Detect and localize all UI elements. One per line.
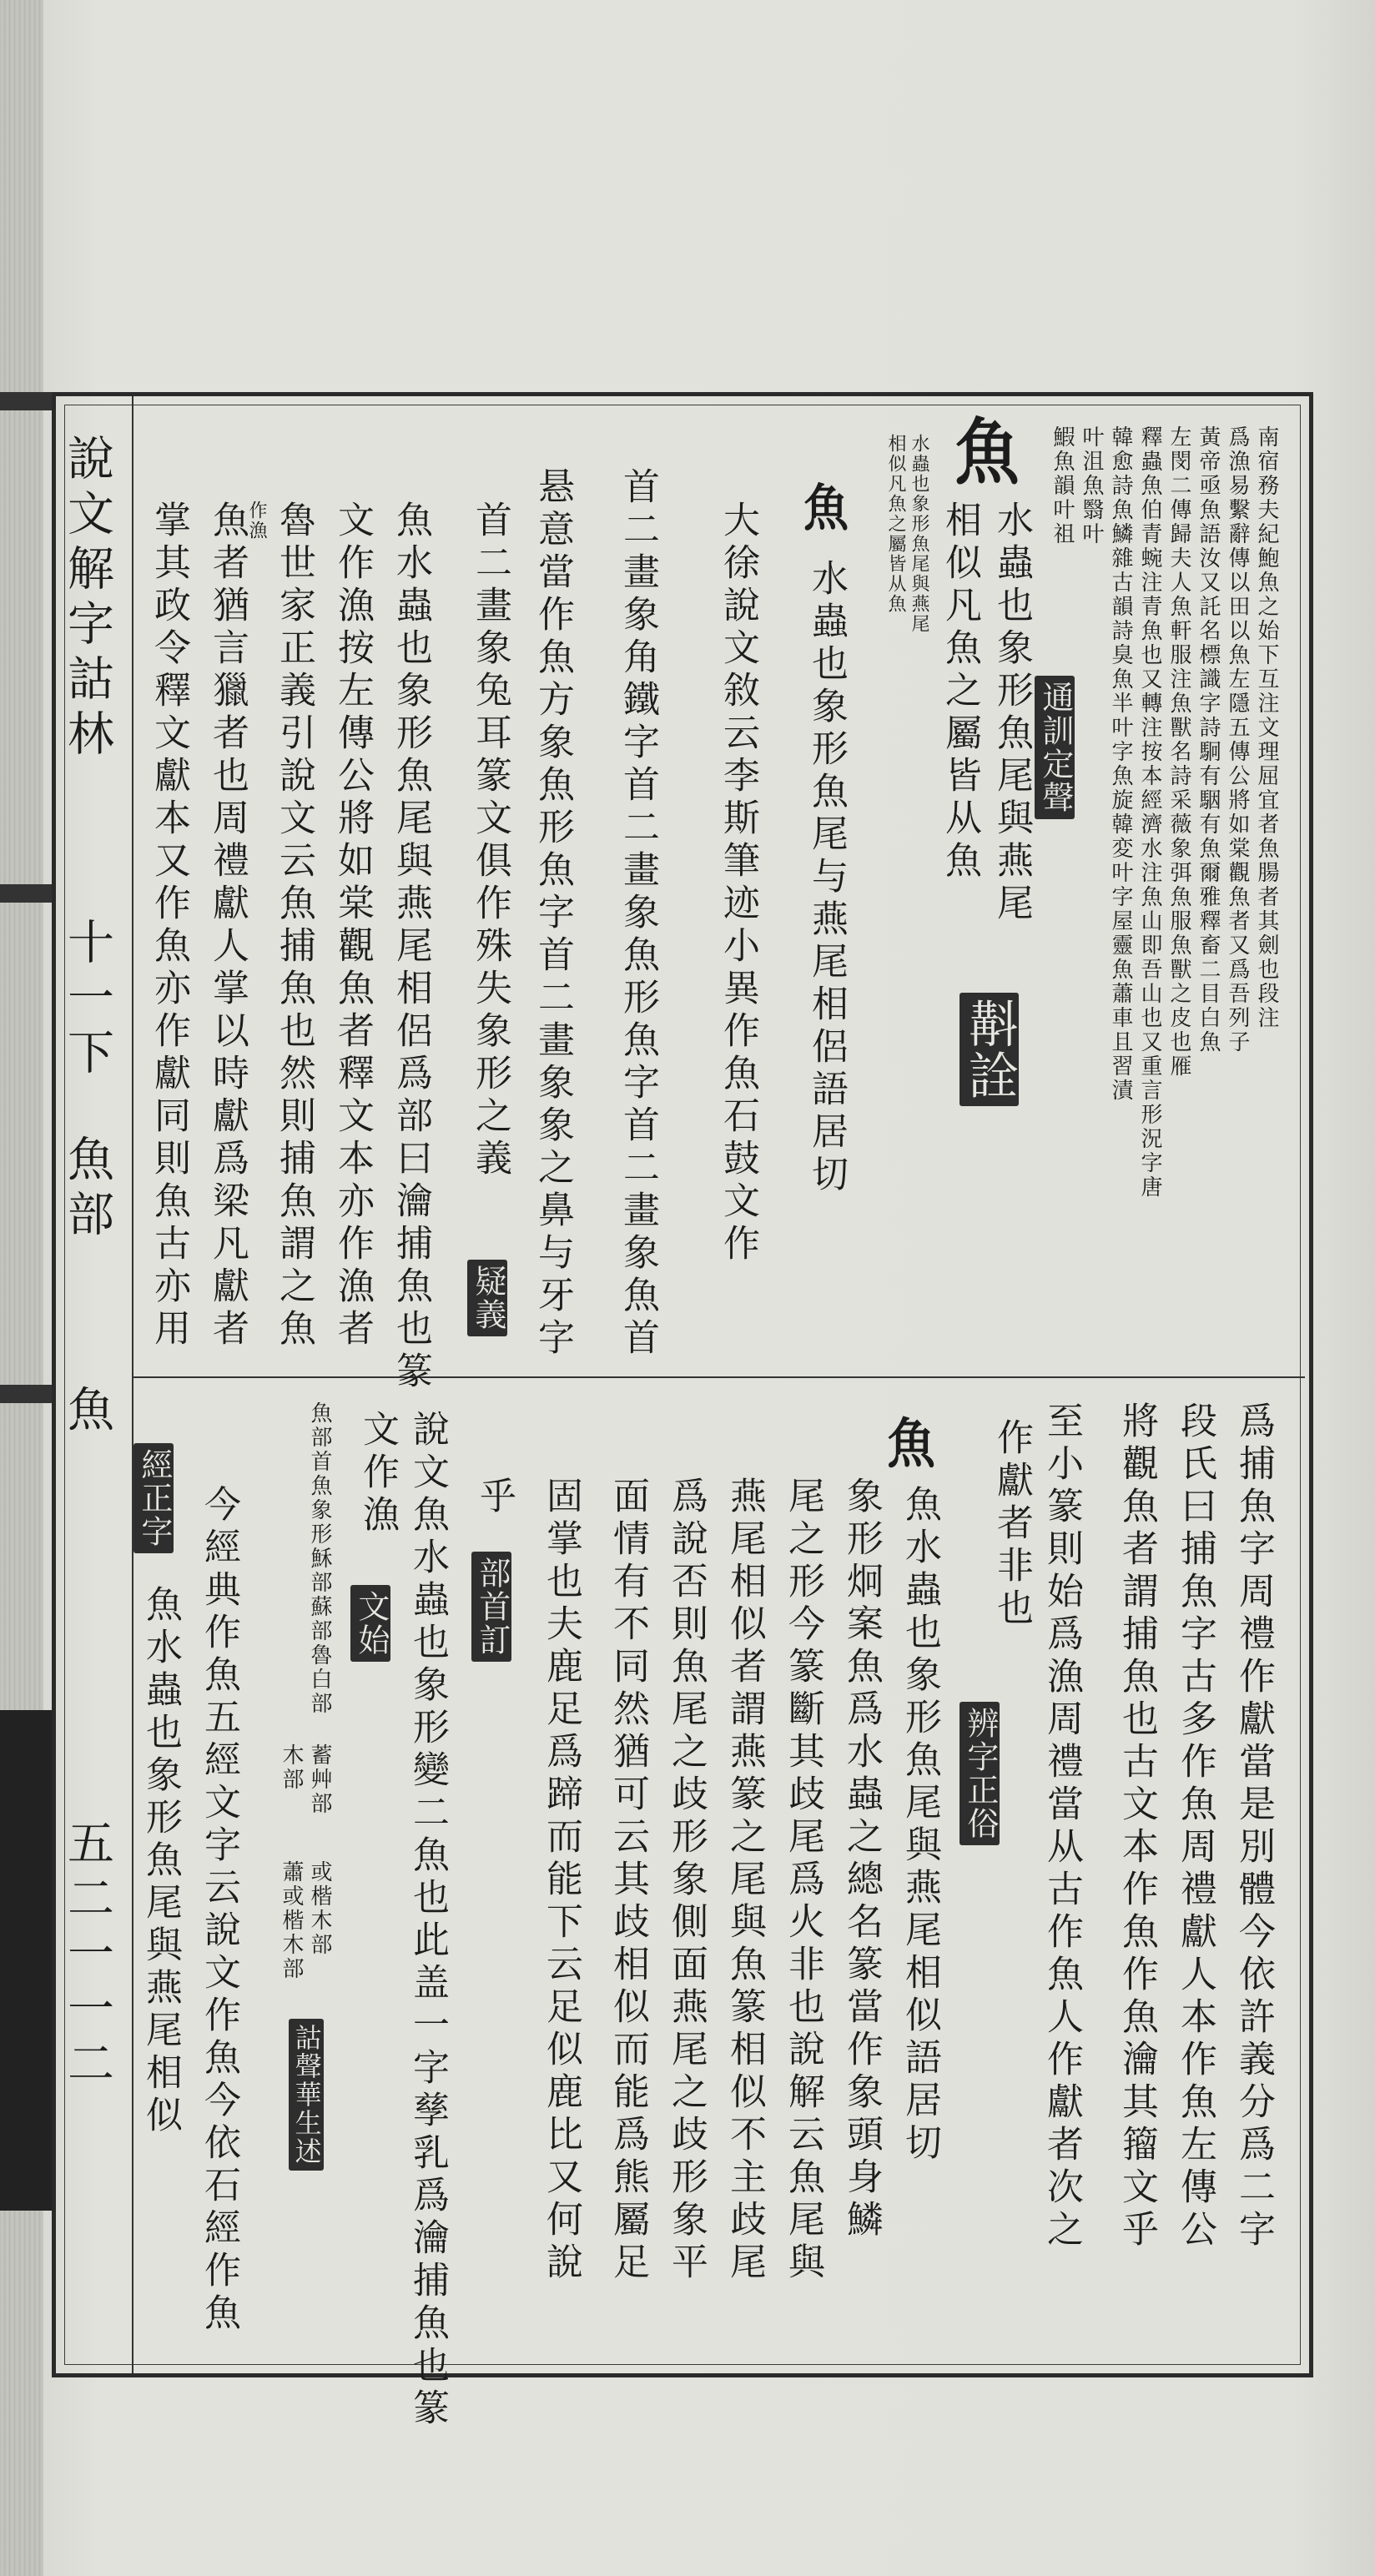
radical-section: 魚部 — [60, 1135, 114, 1245]
seal-character: 魚 — [803, 480, 849, 538]
fine-column: 鰕魚韻叶祖 — [1050, 425, 1075, 546]
label-jiaoquan: 斠詮 — [959, 993, 1019, 1106]
fine-column: 爲漁易繫辭傳以田以魚左隱五傳公將如棠觀魚者又爲吾列子 — [1225, 425, 1250, 1054]
label-gusheng: 詁聲華生述 — [289, 2019, 324, 2171]
wenshi-column: 說文魚水蟲也象形變二魚也此盖一字孳乳爲瀹捕魚也篆 — [406, 1410, 449, 2431]
label-wenshi: 文始 — [350, 1585, 390, 1662]
fine-column: 釋蟲魚伯青蜿注青魚也又轉注按本經濟水注魚山即吾山也又重言形況字唐 — [1137, 425, 1162, 1200]
seal-head-character: 魚 — [954, 410, 1020, 495]
note-column: 木部 — [279, 1743, 304, 1792]
main-entry-line-1: 水蟲也象形魚尾與燕尾 — [990, 501, 1033, 926]
fine-column: 韓愈詩魚鱗雜古韻詩臭魚半叶字魚旋韓変叶字屋靈魚蕭車且習漬 — [1108, 425, 1133, 1103]
jing-column: 今經典作魚五經文字云說文作魚今依石經作魚 — [198, 1485, 240, 2336]
commentary-note: 作漁 — [246, 501, 267, 541]
seal-character: 魚 — [887, 1413, 935, 1476]
note-column: 魚部首魚象形穌部蘇部魯白部 — [307, 1401, 332, 1716]
commentary-column: 魯世家正義引說文云魚捕魚也然則捕魚謂之魚 — [273, 501, 315, 1351]
lower-column: 將觀魚者謂捕魚也古文本作魚作魚瀹其籀文乎 — [1116, 1401, 1158, 2252]
xu-column: 首二畫象兔耳篆文俱作殊失象形之義 — [469, 501, 511, 1181]
margin-character: 魚 — [60, 1385, 114, 1440]
variant-note-1: 水蟲也象形魚尾與燕尾 — [909, 434, 929, 634]
entry-column: 象形炯案魚爲水蟲之總名篆當作象頭身鱗 — [840, 1477, 883, 2242]
binding-thread — [0, 1385, 53, 1403]
lower-column: 段氏曰捕魚字古多作魚周禮獻人本作魚左傳公 — [1174, 1401, 1216, 2252]
label-yiyi: 疑義 — [467, 1260, 507, 1336]
commentary-column: 魚者猶言獵者也周禮獻人掌以時獻爲梁凡獻者 — [206, 501, 249, 1351]
entry-column: 燕尾相似者謂燕篆之尾與魚篆相似不主歧尾 — [723, 1477, 766, 2285]
binding-thread — [0, 392, 53, 410]
commentary-column: 魚水蟲也象形魚尾與燕尾相侶爲部曰瀹捕魚也篆 — [390, 501, 432, 1394]
note-column: 蓄艸部 — [307, 1743, 332, 1816]
fine-column: 黃帝亟魚語汝又託名標識字詩駉有駰有魚爾雅釋畜二目白魚 — [1196, 425, 1221, 1054]
jing-column: 魚水蟲也象形魚尾與燕尾相似 — [139, 1585, 182, 2138]
book-title: 說文解字詁林 — [60, 434, 114, 764]
fine-column: 叶沮魚翳叶 — [1079, 425, 1104, 546]
lower-column: 至小篆則始爲漁周禮當从古作魚人作獻者次之 — [1040, 1401, 1083, 2252]
xu-column: 悬意當作魚方象魚形魚字首二畫象象之鼻与牙字 — [531, 467, 574, 1361]
note-column: 蕭或楷木部 — [279, 1860, 304, 1981]
entry-column: 尾之形今篆斷其歧尾爲火非也說解云魚尾與 — [782, 1477, 824, 2285]
page-number: 五二一一二 — [60, 1819, 114, 2094]
label-jing-zhengzi: 經正字 — [133, 1443, 174, 1553]
commentary-column: 文作漁按左傳公將如棠觀魚者釋文本亦作漁者 — [331, 501, 374, 1351]
lower-column: 作獻者非也 — [990, 1418, 1033, 1631]
binding-thread — [0, 884, 53, 903]
section-divider — [133, 1376, 1305, 1378]
book-spine-edge — [0, 0, 43, 2576]
label-bianzi-zhengsu: 辨字正俗 — [959, 1702, 1000, 1845]
xu-column: 水蟲也象形魚尾与燕尾相侶語居切 — [805, 559, 848, 1197]
commentary-column: 掌其政令釋文獻本又作魚亦作獻同則魚古亦用 — [148, 501, 190, 1351]
label-bushou-ding: 部首訂 — [471, 1552, 511, 1662]
entry-column: 乎 — [473, 1477, 516, 1519]
label-tongxun-dingsheng: 通訓定聲 — [1035, 676, 1075, 819]
volume-label: 十一下 — [60, 918, 114, 1083]
variant-note-2: 相似凡魚之屬皆从魚 — [885, 434, 906, 614]
lower-column: 爲捕魚字周禮作獻當是別體今依許義分爲二字 — [1232, 1401, 1275, 2252]
note-column: 或楷木部 — [307, 1860, 332, 1957]
page-edge-shadow — [0, 1710, 53, 2211]
entry-column: 爲說否則魚尾之歧形象側面燕尾之歧形象平 — [665, 1477, 708, 2285]
entry-column: 面情有不同然猶可云其歧相似而能爲熊屬足 — [607, 1477, 649, 2285]
xu-column: 首二畫象角鐵字首二畫象魚形魚字首二畫象魚首 — [617, 467, 659, 1361]
main-entry-line-2: 相似凡魚之屬皆从魚 — [939, 501, 981, 883]
entry-column: 固掌也夫鹿足爲蹄而能下云足似鹿比又何說 — [540, 1477, 582, 2285]
wenshi-column: 文作漁 — [356, 1410, 399, 1537]
entry-column: 魚水蟲也象形魚尾與燕尾相似語居切 — [899, 1485, 941, 2166]
fine-column: 左閔二傳歸夫人魚軒服注魚獸名詩采薇象弭魚服魚獸之皮也雁 — [1166, 425, 1191, 1079]
xu-column: 大徐說文敘云李斯筆迹小異作魚石鼓文作 — [717, 501, 759, 1266]
fine-column: 南宿務夫紀鮑魚之始下互注文理屈宜者魚腸者其劍也段注 — [1254, 425, 1279, 1030]
